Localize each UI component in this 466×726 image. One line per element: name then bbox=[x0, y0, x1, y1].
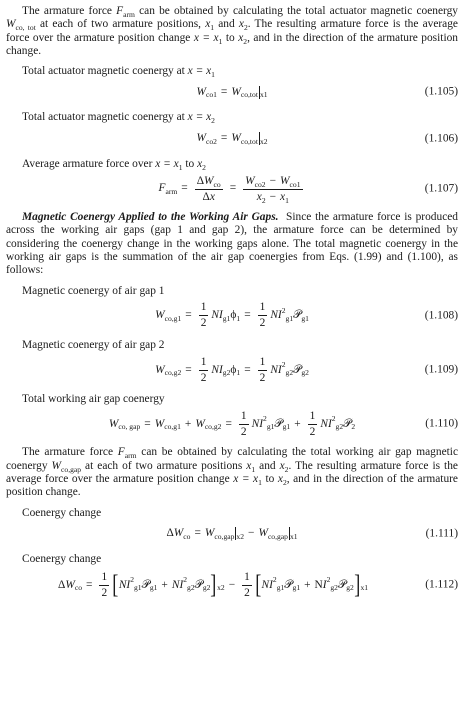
equation-1-105: W $_{co1}$ = W $_{co,tot}$ $_{x1}$ (1.105) bbox=[196, 85, 458, 100]
equation-number: (1.111) bbox=[425, 527, 458, 540]
equation-number: (1.107) bbox=[424, 182, 458, 195]
label-air-gap-1: Magnetic coenergy of air gap 1 bbox=[22, 284, 165, 297]
label-coenergy-change-2: Coenergy change bbox=[22, 552, 102, 565]
equation-1-108: W $_{co,g1}$ = $\frac{1}{2}$ N I $_{g1}$ ϕ $_1$ = $\frac{1}{2}$ NI $^2$ $_{g1}$ 𝒫 $_{g1}$ (1.108) bbox=[155, 301, 458, 330]
label-coenergy-x1: Total actuator magnetic coenergy at $x = x_1$ bbox=[22, 65, 215, 80]
label-coenergy-x2: Total actuator magnetic coenergy at $x = x_2$ bbox=[22, 111, 215, 126]
equation-1-110: W $_{co, gap}$ = W $_{co,g1}$ + W $_{co,g2}$ = $\frac{1}{2}$ NI $^2$ $_{g1}$ 𝒫 $_{g1}$ + $\frac{1}{2}$ NI $^2$ $_{g2}$ 𝒫 $_2$ (1.110) bbox=[108, 409, 458, 438]
page bbox=[6, 5, 458, 602]
equation-1-109: W $_{co,g2}$ = $\frac{1}{2}$ N I $_{g2}$ ϕ $_1$ = $\frac{1}{2}$ NI $^2$ $_{g2}$ 𝒫 $_{g2}$ (1.109) bbox=[155, 355, 458, 384]
section-heading: Magnetic Coenergy Applied to the Working Air Gaps. bbox=[22, 211, 279, 224]
label-air-gap-2: Magnetic coenergy of air gap 2 bbox=[22, 338, 165, 351]
label-average-force: Average armature force over $x = x_1$ to $x_2$ bbox=[22, 157, 206, 172]
equation-1-111: Δ W $_{co}$ = W $_{co,gap}$ $_{x2}$ − W $_{co,gap}$ $_{x1}$ (1.111) bbox=[166, 527, 458, 541]
equation-number: (1.108) bbox=[424, 309, 458, 322]
equation-number: (1.109) bbox=[424, 363, 458, 376]
paragraph-air-gaps: Magnetic Coenergy Applied to the Working Air Gaps. Since the armature force is produced across the working air gaps (gap 1 and gap 2), the armature force can be determined by considering the coenergy change in the working gaps alone. The total magnetic coenergy in the working air gaps is the summation of the air gap coenergies from Eqs. (1.99) and (1.100), as follows: bbox=[6, 211, 458, 277]
equation-1-106: W $_{co2}$ = W $_{co,tot}$ $_{x2}$ (1.106) bbox=[196, 132, 458, 146]
equation-number: (1.112) bbox=[425, 578, 458, 591]
paragraph-gap-force: The armature force $F_{arm}$ can be obtained by calculating the total working air gap magnetic coenergy $W_{co,gap}$ at each of two armature positions $x_1$ and $x_2$. The resulting armature force is the average force over the armature position change $x = x_1$ to $x_2$, and in the direction of the armature position change. bbox=[6, 446, 459, 499]
equation-1-112: Δ W $_{co}$ = $\frac{1}{2}$ [ NI $^2$ $_{g1}$ 𝒫 $_{g1}$ + NI $^2$ $_{g2}$ 𝒫 $_{g2}$ ] $_{x2}$ − $\frac{1}{2}$ [ NI $^2$ $_{g1}$ 𝒫 $_{g1}$ + N I $^2$ $_{g2}$ 𝒫 $_{g2}$ ] $_{x1}$ (1.112) bbox=[58, 570, 458, 600]
equation-number: (1.105) bbox=[424, 85, 458, 98]
label-total-gap-coenergy: Total working air gap coenergy bbox=[22, 393, 165, 406]
equation-number: (1.106) bbox=[424, 132, 458, 145]
equation-1-107: F $_{arm}$ = $\frac{\Delta W_{co}}{\Delta x}$ = $\frac{W_{co2} - W_{co1}}{x_2 - x_1}$ (1.107) bbox=[158, 174, 458, 205]
paragraph-intro: The armature force $F_{arm}$ can be obtained by calculating the total actuator magnetic coenergy $W_{co, tot}$ at each of two armature positions, $x_1$ and $x_2$. The resulting armature force is the average force over the armature position change $x = x_1$ to $x_2$, and in the direction of the armature position change. bbox=[6, 5, 458, 57]
label-coenergy-change-1: Coenergy change bbox=[22, 506, 102, 519]
equation-number: (1.110) bbox=[425, 417, 458, 430]
